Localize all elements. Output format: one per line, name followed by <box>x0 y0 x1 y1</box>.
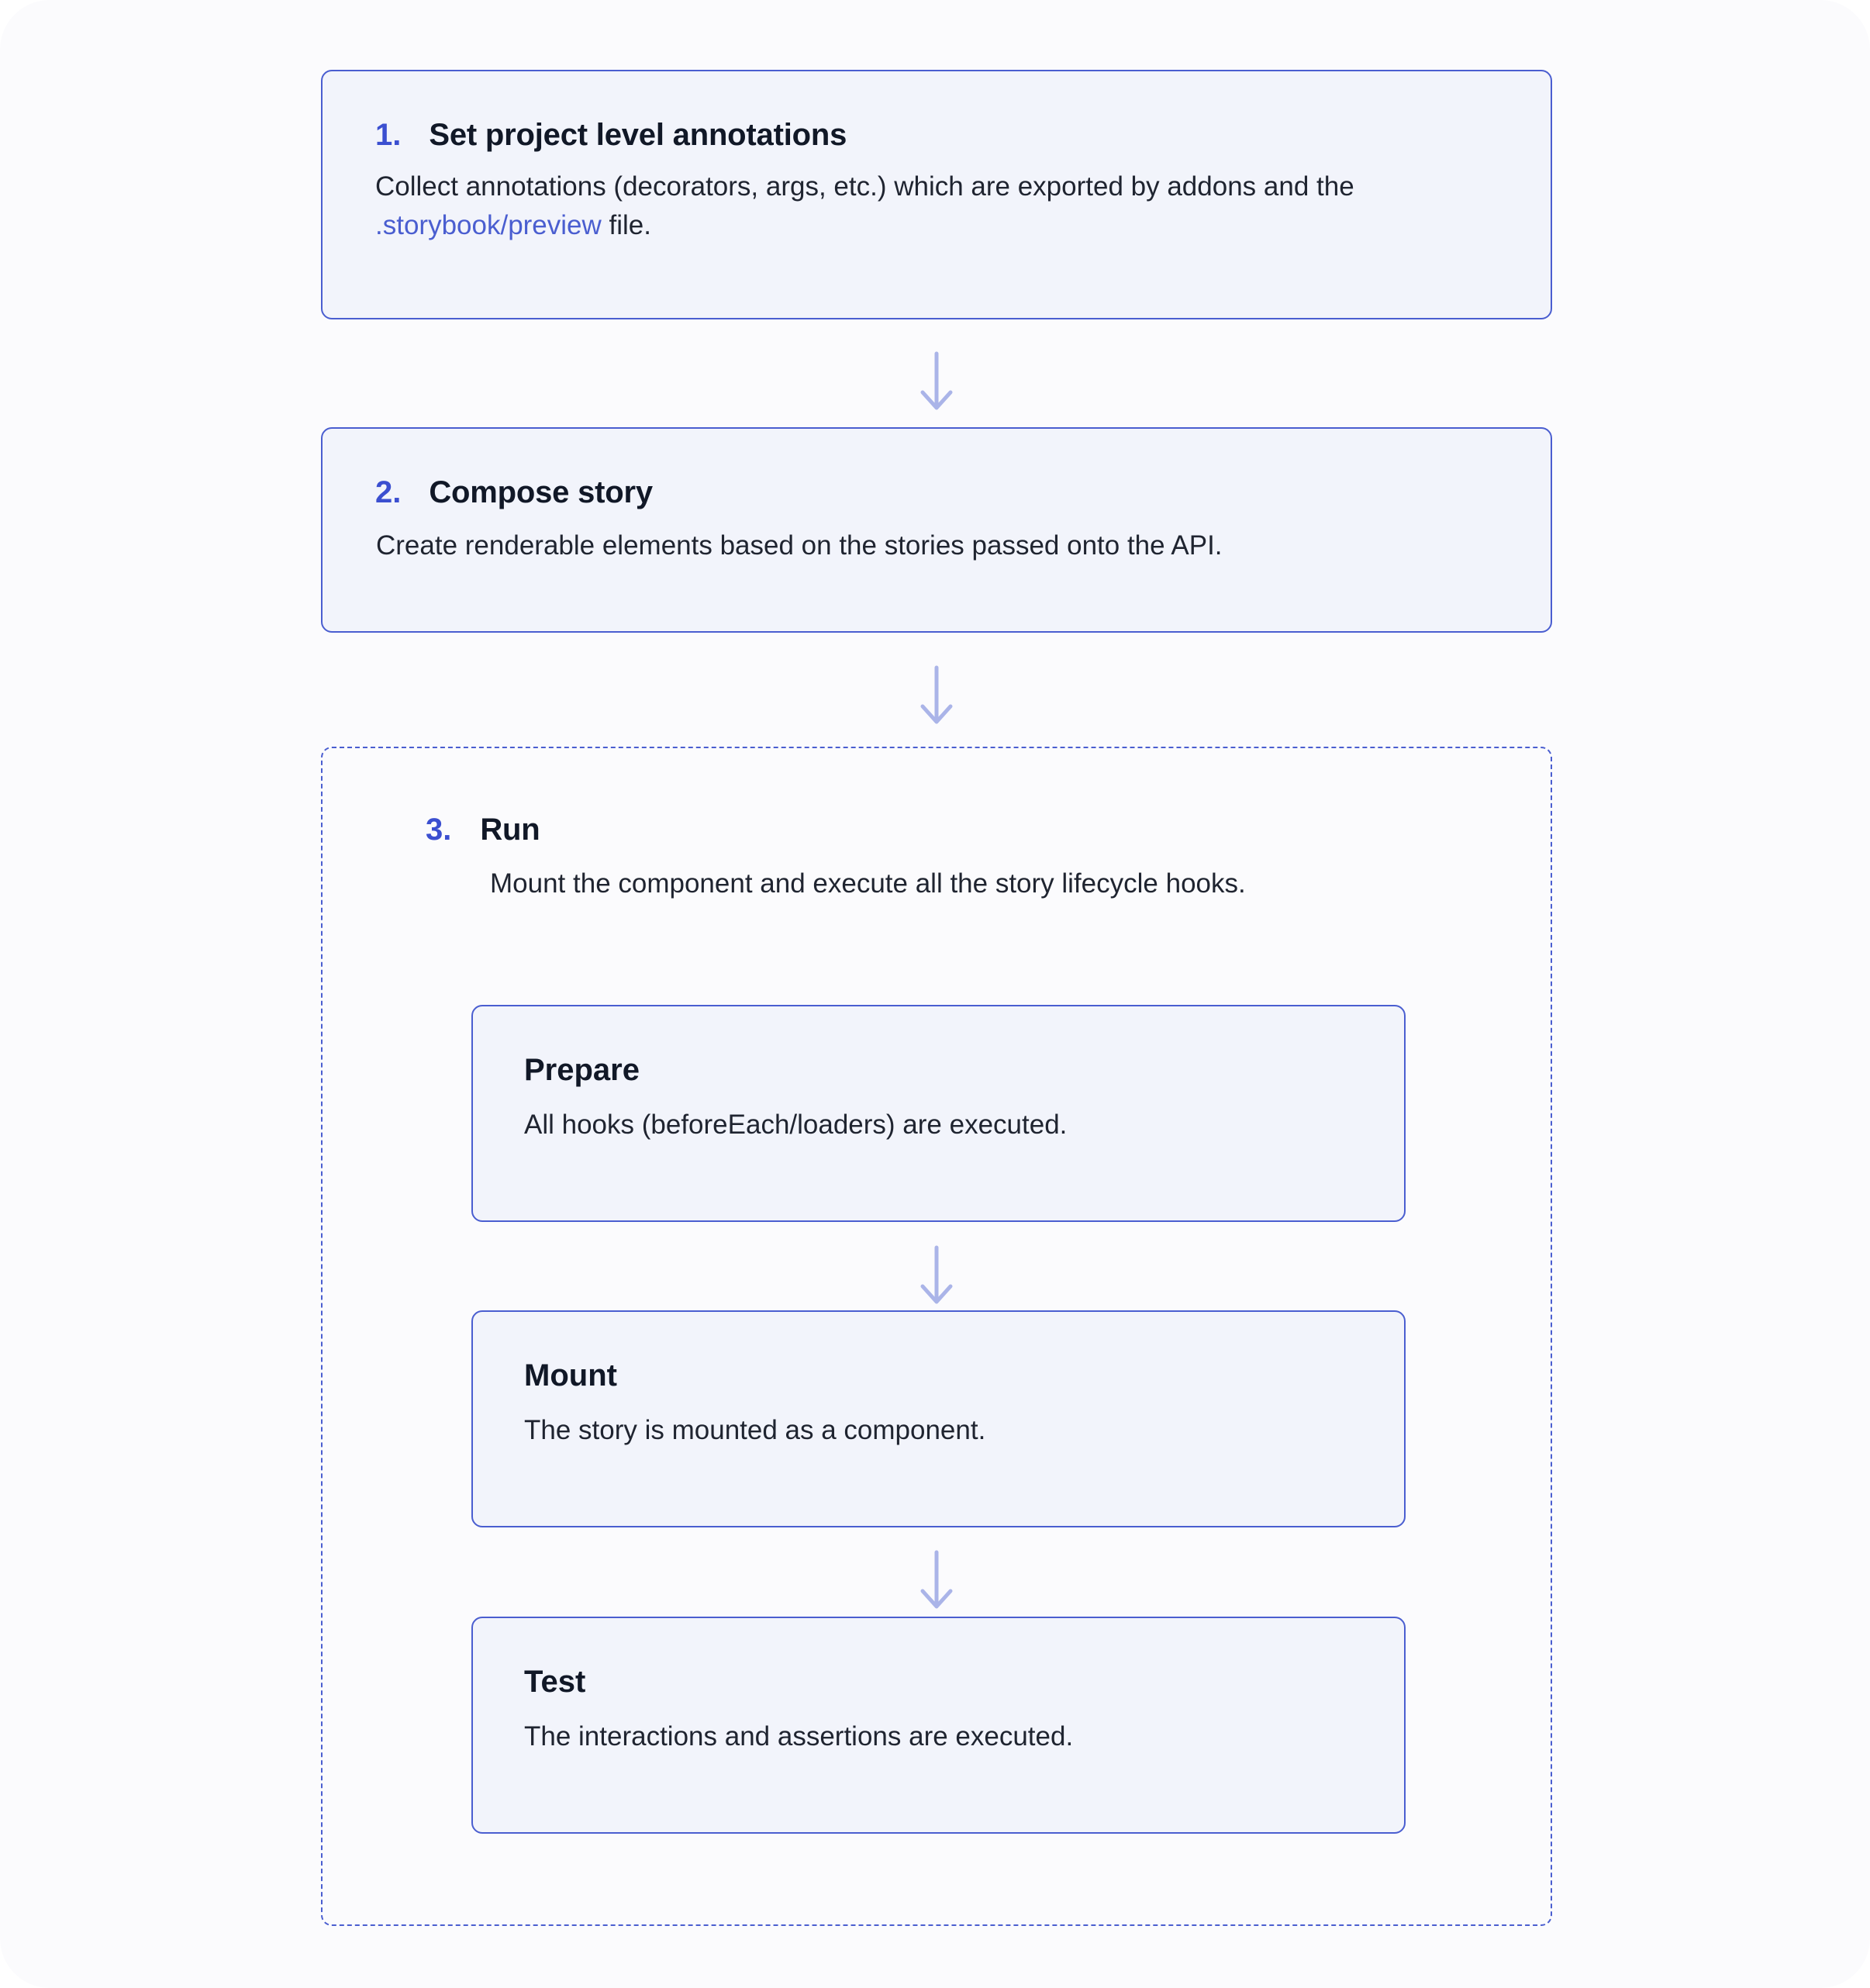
substep-card-test <box>471 1617 1406 1834</box>
substep-test-description: The interactions and assertions are executed. <box>524 1721 1074 1752</box>
substep-card-mount <box>471 1310 1406 1527</box>
arrow-down-icon <box>913 350 960 412</box>
substep-mount-description: The story is mounted as a component. <box>524 1415 986 1445</box>
arrow-down-icon <box>913 664 960 727</box>
step-card-2 <box>321 427 1552 633</box>
step-3-title: Run <box>480 813 540 847</box>
step-2-number: 2. <box>375 475 402 509</box>
step-2-header <box>323 429 1551 508</box>
arrow-down-icon <box>913 1549 960 1611</box>
step-card-1 <box>321 70 1552 319</box>
substep-prepare-description: All hooks (beforeEach/loaders) are executed. <box>524 1110 1068 1140</box>
substep-prepare-title: Prepare <box>524 1053 640 1087</box>
substep-card-prepare <box>471 1005 1406 1222</box>
step-1-desc-after: file. <box>601 209 651 240</box>
step-3-description: Mount the component and execute all the story lifecycle hooks. <box>490 868 1246 899</box>
substep-mount-title: Mount <box>524 1358 617 1393</box>
step-3-number: 3. <box>426 813 452 847</box>
preview-file-path: .storybook/preview <box>375 209 602 240</box>
step-1-desc-before: Collect annotations (decorators, args, etc.) which are exported by addons and the <box>375 171 1354 202</box>
arrow-down-icon <box>913 1244 960 1306</box>
step-1-header <box>323 71 1551 150</box>
step-3-header <box>323 748 1551 845</box>
step-1-description <box>323 150 1551 244</box>
substep-test-title: Test <box>524 1665 586 1699</box>
step-1-title: Set project level annotations <box>429 118 847 152</box>
step-1-number: 1. <box>375 118 402 152</box>
step-2-title: Compose story <box>429 475 653 509</box>
step-2-description: Create renderable elements based on the stories passed onto the API. <box>376 530 1223 561</box>
